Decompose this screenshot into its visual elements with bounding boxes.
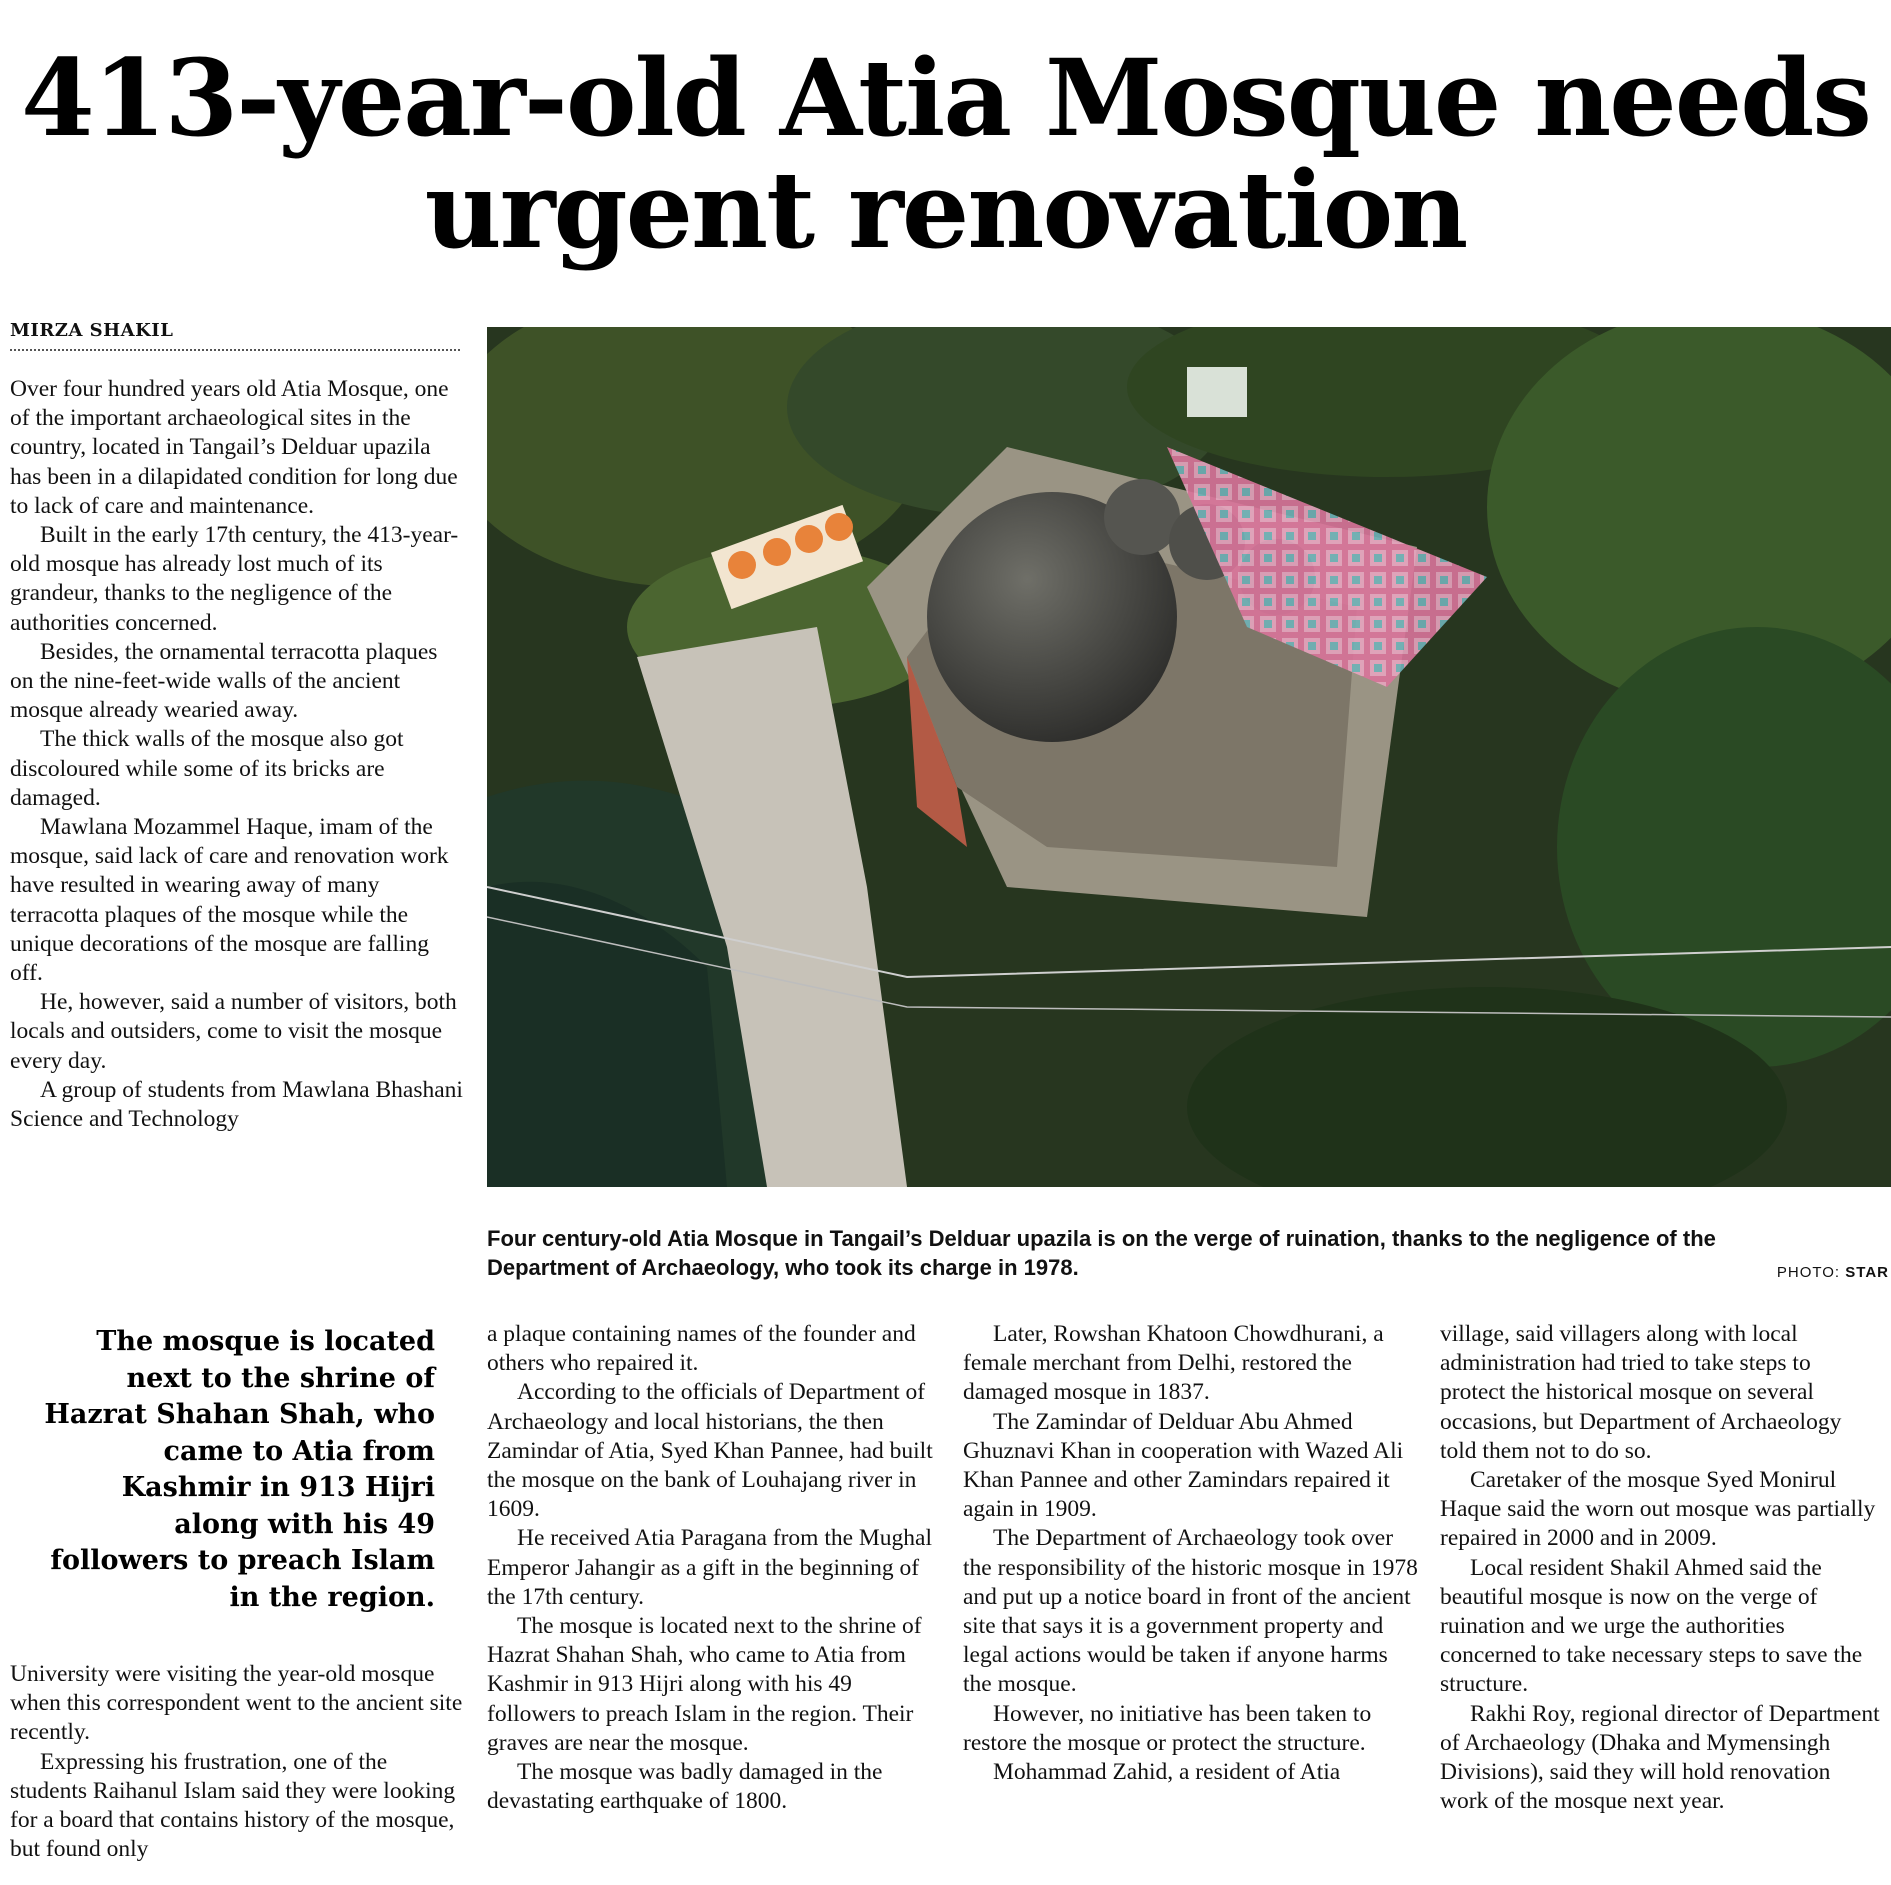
paragraph: The Department of Archaeology took over the responsibility of the historic mosque in 1978 and put up a notice board in front of the ancient site that says it is a government property and legal actions would be taken if anyone harms the mosque.: [963, 1525, 1418, 1698]
paragraph: However, no initiative has been taken to restore the mosque or protect the structure.: [963, 1700, 1372, 1756]
article-column-left-top: [10, 375, 465, 1134]
paragraph: village, said villagers along with local administration had tried to take steps to protect the historical mosque on several occasions, but Department of Archaeology told them not to do so.: [1440, 1321, 1842, 1464]
paragraph: Built in the early 17th century, the 413-year-old mosque has already lost much of its grandeur, thanks to the negligence of the authorities concerned.: [10, 522, 459, 636]
article-column-left-bottom: [10, 1660, 465, 1864]
article-column-2: [487, 1320, 942, 1816]
paragraph: A group of students from Mawlana Bhashani Science and Technology: [10, 1076, 463, 1133]
paragraph: Expressing his frustration, one of the students Raihanul Islam said they were looking for a board that contains history of the mosque, but found only: [10, 1748, 456, 1863]
paragraph: According to the officials of Department of Archaeology and local historians, the then Zamindar of Atia, Syed Khan Pannee, had built the mosque on the bank of Louhajang river in 1609.: [487, 1379, 933, 1523]
paragraph: The mosque is located next to the shrine of Hazrat Shahan Shah, who came to Atia from Kashmir in 913 Hijri along with his 49 followers to preach Islam in the region. Their graves are near the mosque.: [487, 1613, 922, 1756]
mosque-aerial-photo: [487, 327, 1891, 1187]
paragraph: The thick walls of the mosque also got discoloured while some of its bricks are damaged.: [10, 726, 404, 811]
paragraph: Mawlana Mozammel Haque, imam of the mosque, said lack of care and renovation work have resulted in wearing away of many terracotta plaques of the mosque while the unique decorations of the mosque are falling off.: [10, 814, 449, 987]
photo-illustration: [487, 327, 1891, 1187]
pull-quote: The mosque is located next to the shrine of Hazrat Shahan Shah, who came to Atia from Kashmir in 913 Hijri along with his 49 followers to preach Islam in the region.: [44, 1326, 435, 1613]
paragraph: Mohammad Zahid, a resident of Atia: [993, 1759, 1341, 1786]
paragraph: Later, Rowshan Khatoon Chowdhurani, a female merchant from Delhi, restored the damaged mosque in 1837.: [963, 1321, 1384, 1406]
paragraph: Local resident Shakil Ahmed said the beautiful mosque is now on the verge of ruination and we urge the authorities concerned to take necessary steps to save the structure.: [1440, 1554, 1863, 1698]
paragraph: Over four hundred years old Atia Mosque, one of the important archaeological sites in the country, located in Tangail’s Delduar upazila has been in a dilapidated condition for long due to lack of care and maintenance.: [10, 376, 458, 519]
article-column-3: [963, 1320, 1418, 1787]
paragraph: University were visiting the year-old mosque when this correspondent went to the ancient site recently.: [10, 1661, 463, 1746]
paragraph: Besides, the ornamental terracotta plaques on the nine-feet-wide walls of the ancient mosque already wearied away.: [10, 638, 438, 724]
paragraph: He, however, said a number of visitors, both locals and outsiders, come to visit the mosque every day.: [10, 989, 457, 1074]
headline: 413-year-old Atia Mosque needs urgent renovation: [21, 35, 1870, 272]
byline: MIRZA SHAKIL: [10, 320, 460, 351]
paragraph: The mosque was badly damaged in the devastating earthquake of 1800.: [487, 1759, 883, 1815]
photo-credit-source: STAR: [1845, 1264, 1889, 1281]
paragraph: The Zamindar of Delduar Abu Ahmed Ghuznavi Khan in cooperation with Wazed Ali Khan Pannee and other Zamindars repaired it again in 1909.: [963, 1408, 1404, 1523]
photo-caption: Four century-old Atia Mosque in Tangail’s Delduar upazila is on the verge of ruination, thanks to the negligence of the Department of Archaeology, who took its charge in 1978.: [487, 1226, 1716, 1280]
paragraph: Rakhi Roy, regional director of Department of Archaeology (Dhaka and Mymensingh Divisions), said they will hold renovation work of the mosque next year.: [1440, 1700, 1880, 1815]
article-column-4: [1440, 1320, 1880, 1816]
paragraph: Caretaker of the mosque Syed Monirul Haque said the worn out mosque was partially repaired in 2000 and in 2009.: [1440, 1467, 1876, 1552]
photo-credit: [1777, 1264, 1889, 1281]
paragraph: a plaque containing names of the founder and others who repaired it.: [487, 1321, 916, 1377]
photo-credit-label: PHOTO:: [1776, 1264, 1841, 1281]
paragraph: He received Atia Paragana from the Mughal Emperor Jahangir as a gift in the beginning of the 17th century.: [487, 1525, 933, 1610]
